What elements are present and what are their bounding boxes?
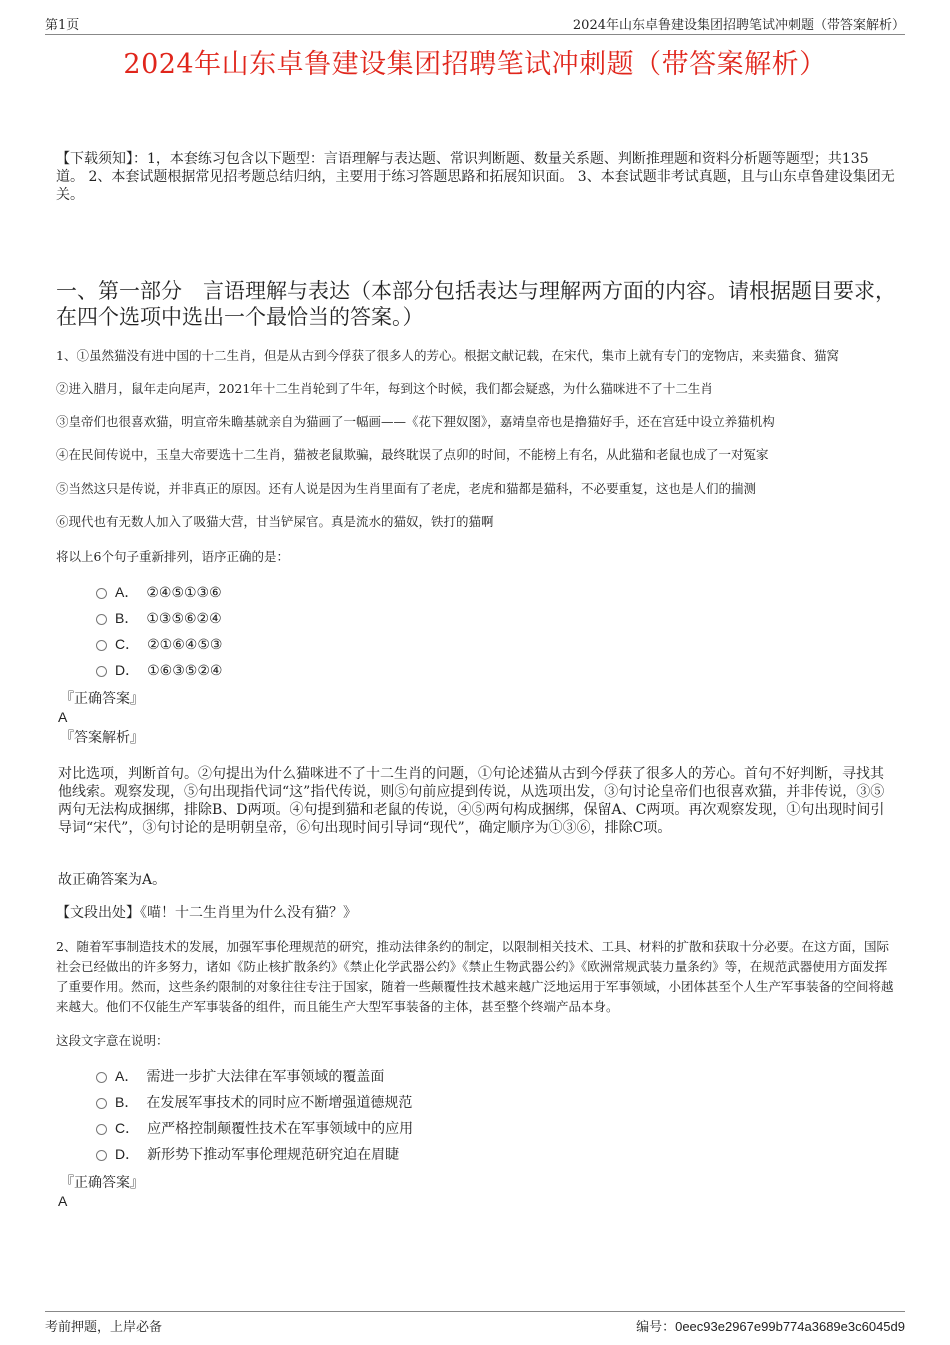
q1-analysis-label: 『答案解析』 (60, 730, 144, 746)
footer-slogan: 考前押题，上岸必备 (45, 1320, 163, 1335)
q1-option-b[interactable]: B． ①③⑤⑥②④ (96, 605, 222, 631)
q1-option-a[interactable]: A． ②④⑤①③⑥ (96, 579, 222, 605)
radio-icon[interactable] (96, 640, 107, 651)
radio-icon[interactable] (96, 1072, 107, 1083)
radio-icon[interactable] (96, 1098, 107, 1109)
q1-line: ④在民间传说中，玉皇大帝要选十二生肖，猫被老鼠欺骗，最终耽误了点卯的时间，不能榜上有名，从此猫和老鼠也成了一对冤家 (56, 447, 769, 462)
q2-answer: A (58, 1193, 68, 1209)
q1-source: 【文段出处】《喵！十二生肖里为什么没有猫？》 (56, 905, 357, 921)
header-doc-title: 2024年山东卓鲁建设集团招聘笔试冲刺题（带答案解析） (572, 18, 905, 33)
footer-code: 编号：0eec93e2967e99b774a3689e3c6045d9 (636, 1319, 905, 1334)
download-notice: 【下载须知】：1，本套练习包含以下题型：言语理解与表达题、常识判断题、数量关系题、判断推理题和资料分析题等题型；共135道。 2、本套试题根据常见招考题总结归纳，主要用于练习答题思路和拓展知识面。 3、本套试题非考试真题，且与山东卓鲁建设集团无关。 (56, 151, 895, 203)
q2-text: 2、随着军事制造技术的发展，加强军事伦理规范的研究，推动法律条约的制定，以限制相关技术、工具、材料的扩散和获取十分必要。在这方面，国际社会已经做出的许多努力，诸如《防止核扩散条约》《禁止化学武器公约》《禁止生物武器公约》《欧洲常规武装力量条约》等，在规范武器使用方面发挥了重要作用。然而，这些条约限制的对象往往专注于国家，随着一些颠覆性技术越来越广泛地运用于军事领域，小团体甚至个人生产军事装备的空间将越来越大。他们不仅能生产军事装备的组件，而且能生产大型军事装备的主体，甚至整个终端产品本身。 (56, 939, 894, 1014)
page-header (45, 14, 905, 35)
q1-options (96, 579, 222, 683)
q2-option-b[interactable]: B． 在发展军事技术的同时应不断增强道德规范 (96, 1089, 413, 1115)
q1-conclusion: 故正确答案为A。 (58, 872, 167, 888)
q1-line: ③皇帝们也很喜欢猫，明宣帝朱瞻基就亲自为猫画了一幅画——《花下狸奴图》，嘉靖皇帝也是撸猫好手，还在宫廷中设立养猫机构 (56, 414, 775, 429)
q2-option-d[interactable]: D． 新形势下推动军事伦理规范研究迫在眉睫 (96, 1141, 413, 1167)
radio-icon[interactable] (96, 1150, 107, 1161)
radio-icon[interactable] (96, 666, 107, 677)
radio-icon[interactable] (96, 588, 107, 599)
section-heading: 一、第一部分 言语理解与表达（本部分包括表达与理解两方面的内容。请根据题目要求，在四个选项中选出一个最恰当的答案。） (56, 279, 896, 329)
q1-answer: A (58, 709, 68, 725)
q1-line: ②进入腊月，鼠年走向尾声，2021年十二生肖轮到了牛年，每到这个时候，我们都会疑惑，为什么猫咪进不了十二生肖 (56, 381, 713, 396)
q1-line: ⑤当然这只是传说，并非真正的原因。还有人说是因为生肖里面有了老虎，老虎和猫都是猫科，不必要重复，这也是人们的揣测 (56, 481, 757, 496)
radio-icon[interactable] (96, 1124, 107, 1135)
q1-prompt: 将以上6个句子重新排列，语序正确的是： (56, 549, 289, 564)
q1-option-c[interactable]: C． ②①⑥④⑤③ (96, 631, 222, 657)
page-footer (45, 1311, 905, 1335)
q2-prompt: 这段文字意在说明： (56, 1033, 169, 1048)
document-title: 2024年山东卓鲁建设集团招聘笔试冲刺题（带答案解析） (123, 49, 827, 80)
q2-option-a[interactable]: A． 需进一步扩大法律在军事领域的覆盖面 (96, 1063, 413, 1089)
q2-answer-label: 『正确答案』 (60, 1175, 144, 1191)
q1-option-d[interactable]: D． ①⑥③⑤②④ (96, 657, 222, 683)
q2-options (96, 1063, 413, 1167)
q2-option-c[interactable]: C． 应严格控制颠覆性技术在军事领域中的应用 (96, 1115, 413, 1141)
page-number: 第1页 (45, 18, 80, 33)
q1-answer-label: 『正确答案』 (60, 691, 144, 707)
q1-line: 1、①虽然猫没有进中国的十二生肖，但是从古到今俘获了很多人的芳心。根据文献记载，在宋代，集市上就有专门的宠物店，来卖猫食、猫窝 (56, 348, 839, 363)
q1-line: ⑥现代也有无数人加入了吸猫大营，甘当铲屎官。真是流水的猫奴，铁打的猫啊 (56, 514, 494, 529)
radio-icon[interactable] (96, 614, 107, 625)
q1-analysis: 对比选项，判断首句。②句提出为什么猫咪进不了十二生肖的问题，①句论述猫从古到今俘获了很多人的芳心。首句不好判断，寻找其他线索。观察发现，⑤句出现指代词“这”指代传说，则⑤句前应提到传说，从选项出发，③句讨论皇帝们也很喜欢猫，并非传说，③⑤两句无法构成捆绑，排除B、D两项。④句提到猫和老鼠的传说，④⑤两句构成捆绑，保留A、C两项。再次观察发现，①句出现时间引导词“宋代”，③句讨论的是明朝皇帝，⑥句出现时间引导词“现代”，确定顺序为①③⑥，排除C项。 (58, 766, 885, 836)
